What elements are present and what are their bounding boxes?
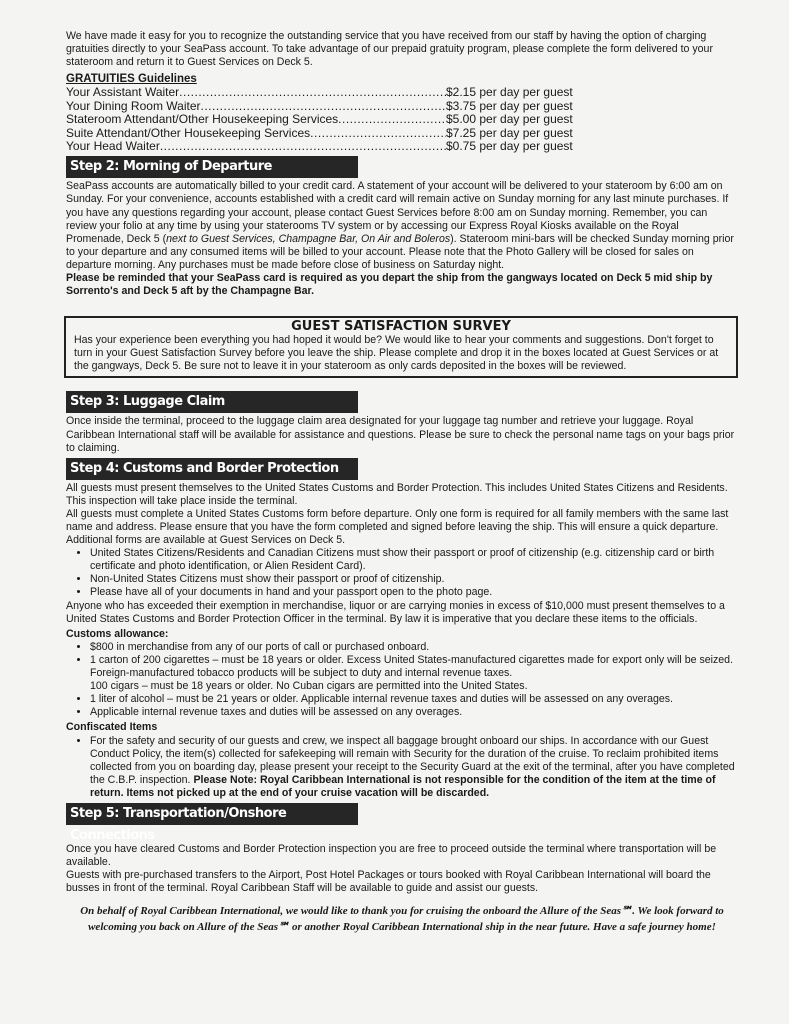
survey-title: GUEST SATISFACTION SURVEY — [291, 319, 511, 335]
list-item: • 1 carton of 200 cigarettes – must be 18 years or older. Excess United States-manufactured cigarettes made for export only will be seized. Foreign-manufactured tobacco products will be subject to duty and internal revenue taxes. — [90, 654, 738, 680]
gratuity-name: Stateroom Attendant/Other Housekeeping Services — [66, 112, 339, 127]
step-5-heading: Step 5: Transportation/Onshore Connections — [66, 803, 358, 825]
step-3-heading: Step 3: Luggage Claim — [66, 391, 358, 413]
dot-leader — [338, 113, 446, 126]
allowance-list-2 — [66, 693, 738, 719]
step-5-text-2: Guests with pre-purchased transfers to the Airport, Post Hotel Packages or tours booked with Royal Caribbean International will board the busses in front of the terminal. Royal Caribbean Staff will be available to guide and assist our guests. — [66, 869, 711, 895]
gratuity-row — [66, 100, 588, 113]
step-4-text-3: Anyone who has exceeded their exemption in merchandise, liquor or are carrying monies in excess of $10,000 must present themselves to a United States Customs and Border Protection Officer in the terminal. By law it is imperative that you declare these items to the officials. — [66, 599, 725, 625]
step-4-text-1: All guests must present themselves to the United States Customs and Border Protection. This includes United States Citizens and Residents. This inspection will take place inside the terminal. — [66, 481, 728, 507]
step-2-text — [66, 180, 738, 272]
confiscated-title: Confiscated Items — [66, 721, 158, 734]
document-page — [66, 30, 738, 935]
confiscated-text: For the safety and security of our guests and crew, we inspect all baggage brought onboard our ships. In accordance with our Guest Conduct Policy, the item(s) collected for safekeeping will remain with Security for the duration of the cruise. To reclaim prohibited items collected from you on boarding day, please present your receipt to the Security Guard at the exit of the terminal, after you have completed the C.B.P. inspection. — [90, 734, 735, 786]
gratuities-guidelines — [66, 73, 738, 153]
step-4-heading: Step 4: Customs and Border Protection — [66, 458, 358, 480]
dot-leader — [201, 100, 446, 113]
gratuity-row — [66, 113, 588, 126]
customs-allowance-title: Customs allowance: — [66, 627, 169, 640]
gratuity-price: $3.75 per day per guest — [446, 98, 573, 113]
list-item: • 1 liter of alcohol – must be 21 years or older. Applicable internal revenue taxes and duties will be assessed on any overages. — [90, 693, 738, 706]
gratuity-price: $7.25 per day per guest — [446, 125, 573, 140]
survey-box — [64, 316, 738, 378]
step-3-text: Once inside the terminal, proceed to the luggage claim area designated for your luggage tag number and retrieve your luggage. Royal Caribbean International staff will be available for assistance and questions. Please be sure to check the personal name tags on your bags prior to claiming. — [66, 415, 735, 454]
list-item: • $800 in merchandise from any of our ports of call or purchased onboard. — [90, 641, 738, 654]
gratuity-price: $5.00 per day per guest — [446, 112, 573, 127]
dot-leader — [179, 86, 446, 99]
gratuity-name: Suite Attendant/Other Housekeeping Services — [66, 125, 311, 140]
gratuity-row — [66, 140, 588, 153]
gratuities-title: GRATUITIES Guidelines — [66, 73, 197, 86]
closing-message: On behalf of Royal Caribbean International, we would like to thank you for cruising the onboard the Allure of the Seas℠. We look forward to welcoming you back on Allure of the Seas℠ or another Royal Caribbean International ship in the near future. Have a safe journey home! — [80, 905, 724, 934]
step-2-text-a: SeaPass accounts are automatically billed to your credit card. A statement of your account will be delivered to your stateroom by 6:00 am on Sunday. For your convenience, accounts established with a credit card will remain active on Sunday morning for any last minute purchases. If you have any questions regarding your account, please contact Guest Services before 8:00 am on Sunday morning. Remember, you can review your folio at any time by using your staterooms TV system or by accessing our Express Royal Kiosks available on the Royal Promenade, Deck 5 ( — [66, 180, 729, 245]
step-5-text-1: Once you have cleared Customs and Border Protection inspection you are free to proceed outside the terminal where transportation will be available. — [66, 843, 717, 869]
gratuity-name: Your Dining Room Waiter — [66, 98, 201, 113]
dot-leader — [310, 127, 446, 140]
step-2-heading: Step 2: Morning of Departure — [66, 156, 358, 178]
list-item: • Applicable internal revenue taxes and duties will be assessed on any overages. — [90, 706, 738, 719]
gratuity-name: Your Assistant Waiter — [66, 85, 180, 100]
step-2-text-b: ). Stateroom mini-bars will be checked Sunday morning prior to your departure and any consumed items will be billed to your account. Please note that the Photo Gallery will be closed for sales on departure morning. Any purchases must be made before close of business on Saturday night. — [66, 232, 734, 271]
step-4-text-2: All guests must complete a United States Customs form before departure. Only one form is required for all family members with the same last name and address. Please ensure that you have the form completed and signed before leaving the ship. This will ensure a quick departure. Additional forms are available at Guest Services on Deck 5. — [66, 507, 729, 547]
documents-list — [66, 547, 738, 599]
gratuity-price: $0.75 per day per guest — [446, 138, 573, 153]
list-item: • United States Citizens/Residents and Canadian Citizens must show their passport or proof of citizenship (e.g. citizenship card or birth certificate and photo identification, or Alien Resident Card). — [90, 547, 738, 573]
list-item: • Non-United States Citizens must show their passport or proof of citizenship. — [90, 573, 738, 586]
step-2-kiosk-locations: next to Guest Services, Champagne Bar, On Air and Boleros — [166, 232, 451, 245]
list-item: • Please have all of your documents in hand and your passport open to the photo page. — [90, 586, 738, 599]
gratuity-row — [66, 127, 588, 140]
gratuity-price: $2.15 per day per guest — [446, 85, 573, 100]
allowance-list — [66, 641, 738, 680]
gratuity-name: Your Head Waiter — [66, 138, 160, 153]
cigars-note: 100 cigars – must be 18 years or older. No Cuban cigars are permitted into the United States. — [90, 680, 528, 693]
list-item — [90, 735, 738, 800]
gratuity-intro: We have made it easy for you to recognize the outstanding service that you have received from our staff by having the option of charging gratuities directly to your SeaPass account. To take advantage of our prepaid gratuity program, please complete the form delivered to your stateroom and return it to Guest Services on Deck 5. — [66, 30, 713, 69]
seapass-reminder: Please be reminded that your SeaPass card is required as you depart the ship from the gangways located on Deck 5 mid ship by Sorrento's and Deck 5 aft by the Champagne Bar. — [66, 271, 713, 298]
dot-leader — [160, 140, 446, 153]
confiscated-list — [66, 735, 738, 800]
survey-text: Has your experience been everything you had hoped it would be? We would like to hear your comments and suggestions. Don't forget to turn in your Guest Satisfaction Survey before you leave the ship. Please complete and drop it in the boxes located at Guest Services or at the gangways, Deck 5. Be sure not to leave it in your stateroom as only cards deposited in the boxes will be reviewed. — [74, 334, 719, 373]
gratuity-row — [66, 86, 588, 99]
confiscated-note: Please Note: Royal Caribbean International is not responsible for the condition of the item at the time of return. Items not picked up at the end of your cruise vacation will be discarded. — [90, 773, 716, 799]
